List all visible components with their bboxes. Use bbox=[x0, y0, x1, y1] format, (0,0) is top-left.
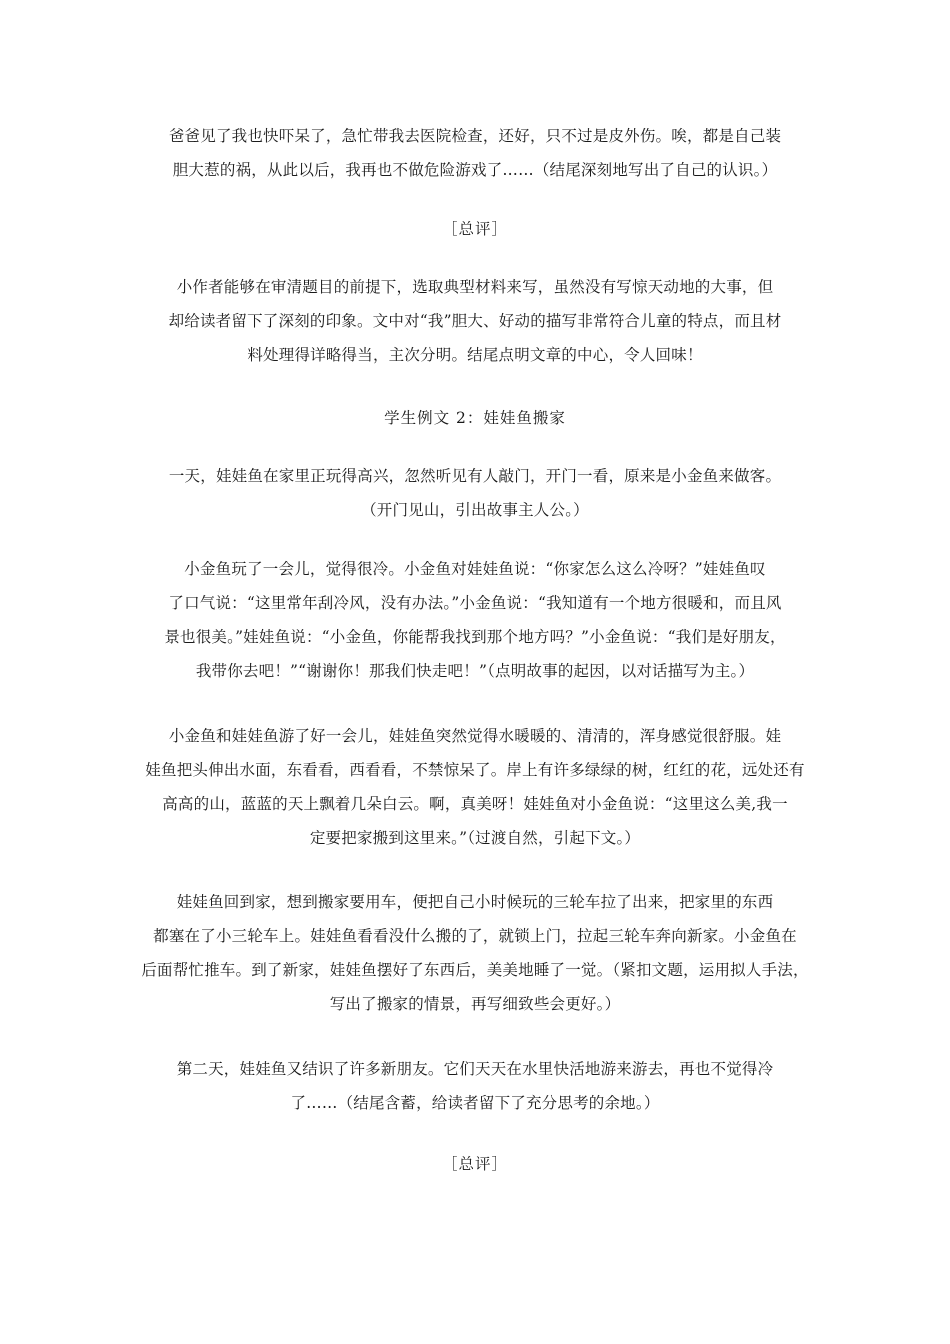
text-line: 娃鱼把头伸出水面，东看看，西看看，不禁惊呆了。岸上有许多绿绿的树，红红的花，远处还有 bbox=[145, 761, 805, 779]
essay-paragraph-1 bbox=[140, 459, 810, 527]
text-line: 却给读者留下了深刻的印象。文中对“我”胆大、好动的描写非常符合儿童的特点，而且材 bbox=[168, 312, 782, 330]
text-line: 小金鱼玩了一会儿，觉得很冷。小金鱼对娃娃鱼说：“你家怎么这么冷呀？”娃娃鱼叹 bbox=[184, 560, 766, 578]
text-line: 了口气说：“这里常年刮冷风，没有办法。”小金鱼说：“我知道有一个地方很暖和，而且风 bbox=[168, 594, 782, 612]
text-line: 娃娃鱼回到家，想到搬家要用车，便把自己小时候玩的三轮车拉了出来，把家里的东西 bbox=[176, 893, 774, 911]
text-line: 小金鱼和娃娃鱼游了好一会儿，娃娃鱼突然觉得水暖暖的、清清的，浑身感觉很舒服。娃 bbox=[168, 727, 782, 745]
text-line: 后面帮忙推车。到了新家，娃娃鱼摆好了东西后，美美地睡了一觉。（紧扣文题，运用拟人手法， bbox=[141, 961, 809, 979]
text-line: 高高的山，蓝蓝的天上飘着几朵白云。啊，真美呀！娃娃鱼对小金鱼说：“这里这么美,我一 bbox=[162, 795, 788, 813]
text-line: 写出了搬家的情景，再写细致些会更好。） bbox=[329, 995, 621, 1013]
text-line: 爸爸见了我也快吓呆了，急忙带我去医院检查，还好，只不过是皮外伤。唉，都是自己装 bbox=[168, 127, 782, 145]
essay-title: 学生例文 2：娃娃鱼搬家 bbox=[384, 409, 566, 427]
text-line: 一天，娃娃鱼在家里正玩得高兴，忽然听见有人敲门，开门一看，原来是小金鱼来做客。 bbox=[168, 467, 782, 485]
text-line: 景也很美。”娃娃鱼说：“小金鱼，你能帮我找到那个地方吗？”小金鱼说：“我们是好朋友， bbox=[164, 628, 786, 646]
section-heading-review-2: ［总评］ bbox=[441, 1155, 508, 1173]
text-line: 我带你去吧！”“谢谢你！那我们快走吧！”（点明故事的起因，以对话描写为主。） bbox=[195, 662, 755, 680]
section-heading-review: ［总评］ bbox=[441, 220, 508, 238]
essay-paragraph-2 bbox=[140, 552, 810, 688]
text-line: 料处理得详略得当，主次分明。结尾点明文章的中心，令人回味！ bbox=[247, 346, 703, 364]
text-line: 定要把家搬到这里来。”（过渡自然，引起下文。） bbox=[309, 829, 641, 847]
paragraph-ending bbox=[140, 119, 810, 187]
essay-paragraph-3 bbox=[140, 719, 810, 855]
paragraph-review bbox=[140, 270, 810, 372]
essay-paragraph-4 bbox=[140, 885, 810, 1021]
text-line: 小作者能够在审清题目的前提下，选取典型材料来写，虽然没有写惊天动地的大事，但 bbox=[176, 278, 774, 296]
text-line: （开门见山，引出故事主人公。） bbox=[361, 501, 589, 519]
essay-paragraph-5 bbox=[140, 1052, 810, 1120]
text-line: 胆大惹的祸，从此以后，我再也不做危险游戏了……（结尾深刻地写出了自己的认识。） bbox=[172, 161, 778, 179]
text-line: 都塞在了小三轮车上。娃娃鱼看看没什么搬的了，就锁上门，拉起三轮车奔向新家。小金鱼在 bbox=[153, 927, 797, 945]
text-line: 了……（结尾含蓄，给读者留下了充分思考的余地。） bbox=[290, 1094, 660, 1112]
text-line: 第二天，娃娃鱼又结识了许多新朋友。它们天天在水里快活地游来游去，再也不觉得冷 bbox=[176, 1060, 774, 1078]
